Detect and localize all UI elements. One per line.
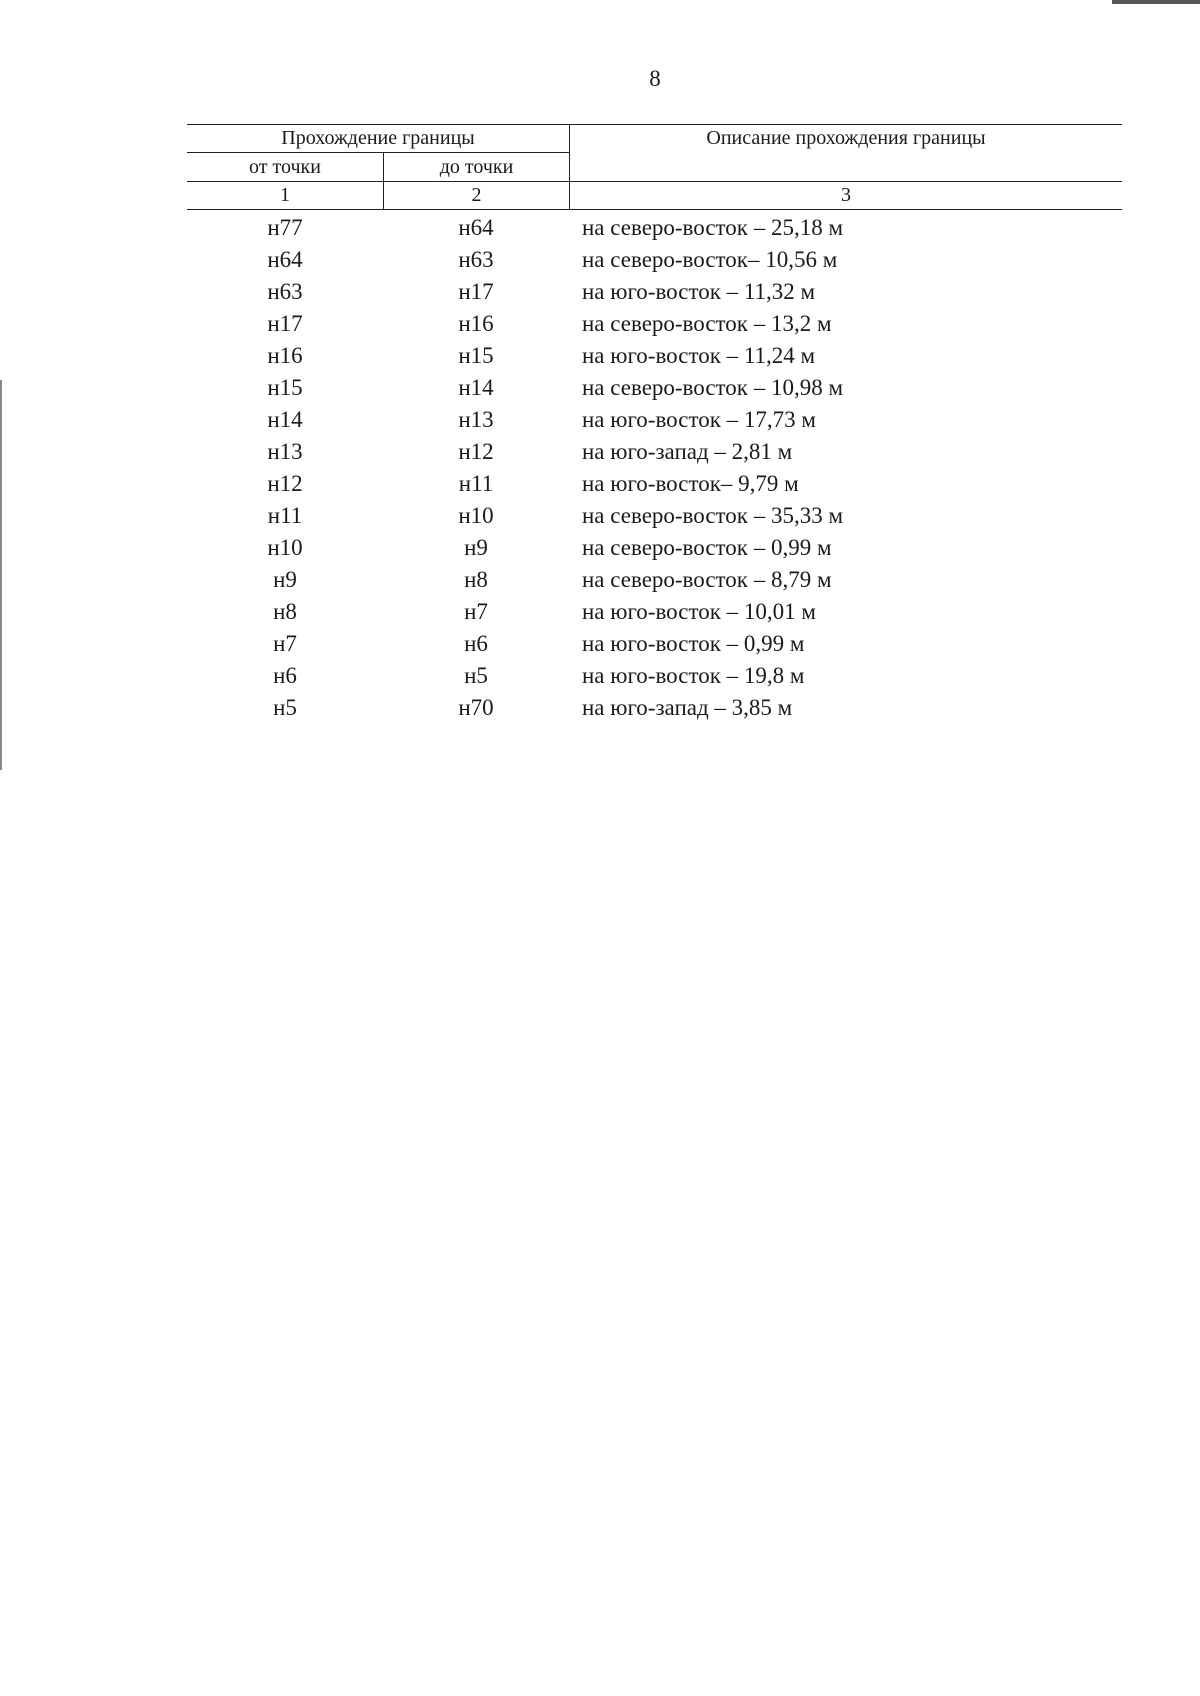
from-point: н11 — [267, 503, 303, 528]
table-row — [187, 212, 1122, 244]
boundary-description: на юго-восток – 17,73 м — [582, 407, 816, 432]
table-row — [187, 276, 1122, 308]
from-point: н64 — [267, 247, 303, 272]
boundary-description: на юго-восток– 9,79 м — [582, 471, 799, 496]
boundary-description: на северо-восток– 10,56 м — [582, 247, 838, 272]
table-row — [187, 468, 1122, 500]
header-group-rule — [187, 152, 569, 153]
table-row — [187, 404, 1122, 436]
table-row — [187, 532, 1122, 564]
table-row — [187, 692, 1122, 724]
boundary-description: на северо-восток – 10,98 м — [582, 375, 844, 400]
scan-artifact-top — [1112, 0, 1200, 4]
from-point: н17 — [267, 311, 303, 336]
table-row — [187, 372, 1122, 404]
to-point: н63 — [458, 247, 494, 272]
table-header — [187, 124, 1122, 210]
header-from-label: от точки — [249, 156, 321, 178]
to-point: н70 — [458, 695, 494, 720]
from-point: н16 — [267, 343, 303, 368]
boundary-description: на юго-запад – 2,81 м — [582, 439, 793, 464]
boundary-description: на северо-восток – 35,33 м — [582, 503, 844, 528]
boundary-description: на юго-восток – 10,01 м — [582, 599, 816, 624]
from-point: н5 — [273, 695, 297, 720]
header-top-rule — [187, 124, 1122, 125]
table-row — [187, 436, 1122, 468]
header-col-number-3: 3 — [841, 184, 851, 206]
from-point: н14 — [267, 407, 303, 432]
header-col-number-2: 2 — [471, 184, 482, 206]
header-bottom-rule — [187, 209, 1122, 210]
header-group-label: Прохождение границы — [281, 127, 475, 149]
to-point: н13 — [458, 407, 494, 432]
header-desc-label: Описание прохождения границы — [706, 127, 986, 149]
to-point: н9 — [464, 535, 488, 560]
from-point: н8 — [273, 599, 297, 624]
table-row — [187, 564, 1122, 596]
from-point: н9 — [273, 567, 297, 592]
from-point: н63 — [267, 279, 303, 304]
boundary-description: на северо-восток – 25,18 м — [582, 215, 844, 240]
boundary-description: на юго-восток – 19,8 м — [582, 663, 805, 688]
table-row — [187, 244, 1122, 276]
table-row — [187, 308, 1122, 340]
table-body — [187, 212, 1122, 724]
to-point: н15 — [458, 343, 494, 368]
from-point: н12 — [267, 471, 303, 496]
table-row — [187, 500, 1122, 532]
header-label-rule — [187, 181, 1122, 182]
to-point: н16 — [458, 311, 494, 336]
from-point: н15 — [267, 375, 303, 400]
to-point: н64 — [458, 215, 494, 240]
to-point: н6 — [464, 631, 488, 656]
table-row — [187, 660, 1122, 692]
to-point: н8 — [464, 567, 488, 592]
boundary-description: на юго-восток – 11,24 м — [582, 343, 816, 368]
to-point: н12 — [458, 439, 494, 464]
scan-artifact-left-edge — [0, 380, 2, 770]
boundary-description: на северо-восток – 0,99 м — [582, 535, 832, 560]
to-point: н7 — [464, 599, 488, 624]
to-point: н5 — [464, 663, 488, 688]
from-point: н77 — [267, 215, 303, 240]
to-point: н17 — [458, 279, 494, 304]
from-point: н6 — [273, 663, 297, 688]
header-to-label: до точки — [439, 156, 514, 178]
from-point: н13 — [267, 439, 303, 464]
to-point: н14 — [458, 375, 494, 400]
boundary-description: на юго-восток – 0,99 м — [582, 631, 805, 656]
table-row — [187, 628, 1122, 660]
to-point: н10 — [458, 503, 494, 528]
page-number: 8 — [649, 66, 661, 91]
from-point: н10 — [267, 535, 303, 560]
boundary-description: на юго-запад – 3,85 м — [582, 695, 793, 720]
boundary-description: на северо-восток – 8,79 м — [582, 567, 832, 592]
boundary-description: на юго-восток – 11,32 м — [582, 279, 816, 304]
table-row — [187, 596, 1122, 628]
to-point: н11 — [458, 471, 494, 496]
from-point: н7 — [273, 631, 297, 656]
table-row — [187, 340, 1122, 372]
boundary-description: на северо-восток – 13,2 м — [582, 311, 832, 336]
header-col-number-1: 1 — [280, 184, 290, 206]
